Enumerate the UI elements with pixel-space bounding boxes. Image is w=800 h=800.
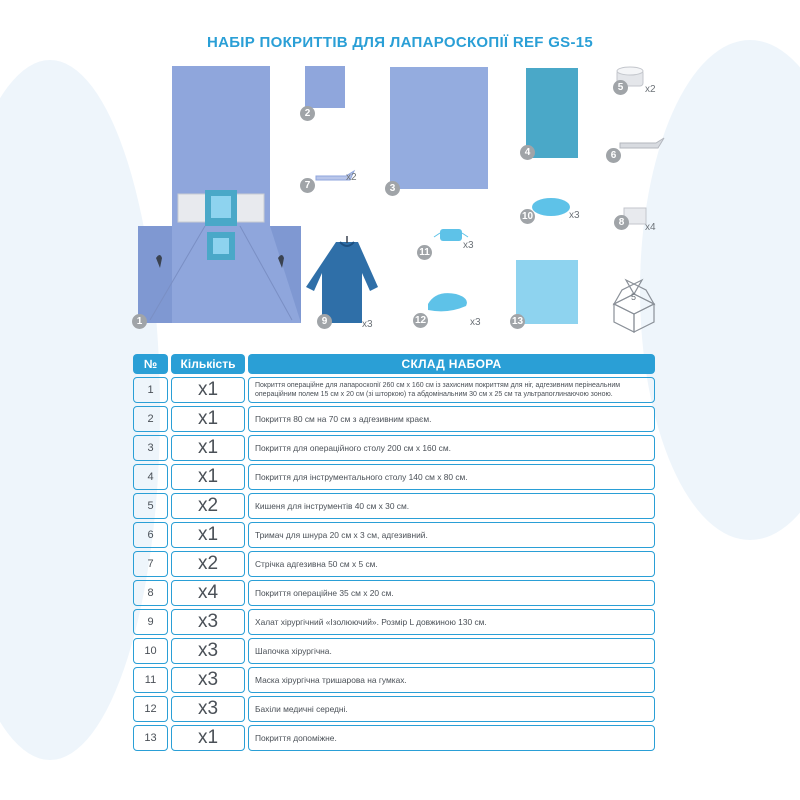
small-drape-illustration bbox=[305, 66, 345, 108]
box-illustration bbox=[614, 280, 654, 332]
composition-table bbox=[130, 351, 658, 754]
table-row bbox=[133, 725, 655, 751]
surgical-gown-illustration bbox=[306, 236, 378, 323]
title-main: НАБІР ПОКРИТТІВ ДЛЯ ЛАПАРОСКОПІЇ bbox=[206, 34, 509, 51]
row-num: 2 bbox=[133, 406, 168, 432]
table-row bbox=[133, 435, 655, 461]
row-num: 1 bbox=[133, 377, 168, 403]
table-row bbox=[133, 493, 655, 519]
row-qty: x1 bbox=[171, 464, 245, 490]
illus-label-13: 13 bbox=[511, 316, 524, 327]
table-row bbox=[133, 667, 655, 693]
cord-holder-illustration bbox=[620, 138, 664, 148]
row-desc: Покриття операційне 35 см х 20 см. bbox=[248, 580, 655, 606]
row-num: 11 bbox=[133, 667, 168, 693]
laparoscopy-drape-illustration bbox=[138, 66, 301, 323]
illus-label-1: 1 bbox=[132, 314, 147, 329]
table-row bbox=[133, 551, 655, 577]
header-desc: СКЛАД НАБОРА bbox=[248, 354, 655, 374]
illus-qty-5: x2 bbox=[645, 84, 656, 95]
illus-qty-11: x3 bbox=[463, 240, 474, 251]
row-desc: Стрічка адгезивна 50 см х 5 см. bbox=[248, 551, 655, 577]
table-row bbox=[133, 464, 655, 490]
row-desc: Покриття для інструментального столу 140 см х 80 см. bbox=[248, 464, 655, 490]
table-row bbox=[133, 406, 655, 432]
row-num: 7 bbox=[133, 551, 168, 577]
row-num: 4 bbox=[133, 464, 168, 490]
row-qty: x3 bbox=[171, 609, 245, 635]
shoe-covers-illustration bbox=[428, 293, 467, 311]
row-qty: x4 bbox=[171, 580, 245, 606]
table-row bbox=[133, 580, 655, 606]
row-desc: Покриття для операційного столу 200 см х 160 см. bbox=[248, 435, 655, 461]
row-desc: Кишеня для інструментів 40 см х 30 см. bbox=[248, 493, 655, 519]
row-desc: Маска хірургічна тришарова на гумках. bbox=[248, 667, 655, 693]
illus-qty-9: x3 bbox=[362, 319, 373, 330]
table-row bbox=[133, 377, 655, 403]
table-row bbox=[133, 609, 655, 635]
illus-qty-7: x2 bbox=[346, 172, 357, 183]
row-desc: Покриття допоміжне. bbox=[248, 725, 655, 751]
instrument-table-cover-illustration bbox=[526, 68, 578, 158]
row-qty: x1 bbox=[171, 377, 245, 403]
page-title bbox=[0, 34, 800, 51]
row-desc: Покриття операційне для лапароскопії 260 см х 160 см із захисним покриттям для ніг, адгезивним перінеальним операційним полем 15 см х 20 см (зі шторкою) та абдомінальним 30 см х 25 см та ультрапоглинаючою зоною. bbox=[248, 377, 655, 403]
header-qty: Кількість bbox=[171, 354, 245, 374]
row-desc: Бахіли медичні середні. bbox=[248, 696, 655, 722]
illus-label-5: 5 bbox=[613, 80, 628, 95]
row-qty: x1 bbox=[171, 725, 245, 751]
illus-label-4: 4 bbox=[520, 145, 535, 160]
surgical-cap-illustration bbox=[532, 198, 570, 216]
illus-qty-10: x3 bbox=[569, 210, 580, 221]
row-desc: Тримач для шнура 20 см х 3 см, адгезивний. bbox=[248, 522, 655, 548]
illus-qty-8: x4 bbox=[645, 222, 656, 233]
row-qty: x1 bbox=[171, 406, 245, 432]
row-desc: Халат хірургічний «Ізолюючий». Розмір L довжиною 130 см. bbox=[248, 609, 655, 635]
row-num: 5 bbox=[133, 493, 168, 519]
illus-qty-12: x3 bbox=[470, 317, 481, 328]
row-qty: x2 bbox=[171, 493, 245, 519]
table-cover-illustration bbox=[390, 67, 488, 189]
illus-label-2: 2 bbox=[300, 106, 315, 121]
illus-label-9: 9 bbox=[317, 314, 332, 329]
row-qty: x1 bbox=[171, 522, 245, 548]
illus-label-6: 6 bbox=[606, 148, 621, 163]
table-row bbox=[133, 696, 655, 722]
row-qty: x1 bbox=[171, 435, 245, 461]
table-row bbox=[133, 522, 655, 548]
row-num: 6 bbox=[133, 522, 168, 548]
title-ref: REF GS-15 bbox=[512, 34, 594, 51]
row-num: 12 bbox=[133, 696, 168, 722]
row-qty: x3 bbox=[171, 667, 245, 693]
row-num: 3 bbox=[133, 435, 168, 461]
items-illustration bbox=[0, 0, 800, 340]
row-num: 8 bbox=[133, 580, 168, 606]
row-num: 13 bbox=[133, 725, 168, 751]
illus-label-12: 12 bbox=[414, 315, 427, 326]
illus-label-7: 7 bbox=[300, 178, 315, 193]
illus-label-10: 10 bbox=[521, 211, 534, 222]
row-num: 9 bbox=[133, 609, 168, 635]
row-desc: Покриття 80 см на 70 см з адгезивним краєм. bbox=[248, 406, 655, 432]
row-num: 10 bbox=[133, 638, 168, 664]
row-qty: x2 bbox=[171, 551, 245, 577]
row-desc: Шапочка хірургічна. bbox=[248, 638, 655, 664]
illus-label-8: 8 bbox=[614, 215, 629, 230]
auxiliary-cover-illustration bbox=[516, 260, 578, 324]
row-qty: x3 bbox=[171, 638, 245, 664]
table-row bbox=[133, 638, 655, 664]
table-header-row bbox=[133, 354, 655, 374]
box-number: 5 bbox=[631, 292, 637, 302]
row-qty: x3 bbox=[171, 696, 245, 722]
header-num: № bbox=[133, 354, 168, 374]
illus-label-3: 3 bbox=[385, 181, 400, 196]
illus-label-11: 11 bbox=[417, 245, 432, 260]
